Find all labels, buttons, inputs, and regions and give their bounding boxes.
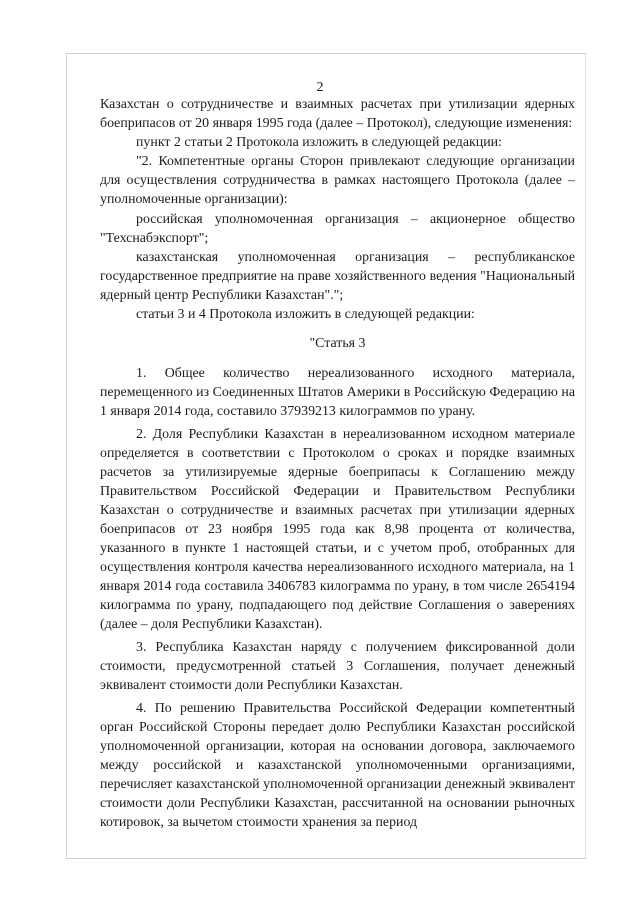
paragraph-russian-organization: российская уполномоченная организация – акционерное общество "Техснабэкспорт"; [100, 211, 575, 246]
article-heading: "Статья 3 [309, 336, 366, 352]
paragraph-kazakh-organization: казахстанская уполномоченная организация – республиканское государственное предприятие на праве хозяйственного ведения "Национальный ядерный центр Республики Казахстан"."; [100, 249, 575, 303]
page-number: 2 [316, 80, 324, 95]
document-body [100, 95, 575, 832]
article-paragraph-2: 2. Доля Республики Казахстан в нереализованном исходном материале определяется в соответствии с Протоколом о сроках и порядке взаимных расчетов за утилизируемые ядерные боеприпасы к Соглашению между Правительством Российской Федерации и Правительством Республики Казахстан о сотрудничестве и взаимных расчетах при утилизации ядерных боеприпасов от 23 ноября 1995 года как 8,98 процента от количества, указанного в пункте 1 настоящей статьи, и с учетом проб, отобранных для осуществления контроля качества нереализованного исходного материала, на 1 января 2014 года составила 3406783 килограмма по урану, в том числе 2654194 килограмма по урану, подпадающего под действие Соглашения о заверениях (далее – доля Республики Казахстан). [100, 426, 575, 633]
paragraph-intro: Казахстан о сотрудничестве и взаимных расчетах при утилизации ядерных боеприпасов от 20 января 1995 года (далее – Протокол), следующие изменения: [100, 97, 575, 132]
paragraph-competent-organs: "2. Компетентные органы Сторон привлекают следующие организации для осуществления сотрудничества в рамках настоящего Протокола (далее – уполномоченные организации): [100, 154, 575, 208]
article-paragraph-4: 4. По решению Правительства Российской Федерации компетентный орган Российской Стороны передает долю Республики Казахстан российской уполномоченной организации, которая на основании договора, заключаемого между российской и казахстанской уполномоченными организациями, перечисляет казахстанской уполномоченной организации денежный эквивалент стоимости доли Республики Казахстан, рассчитанной на основании рыночных котировок, за вычетом стоимости хранения за период [100, 700, 575, 831]
article-paragraph-1: 1. Общее количество нереализованного исходного материала, перемещенного из Соединенных Штатов Америки в Российскую Федерацию на 1 января 2014 года, составило 37939213 килограммов по урану. [100, 366, 575, 420]
paragraph-point-2-instruction: пункт 2 статьи 2 Протокола изложить в следующей редакции: [136, 135, 502, 151]
paragraph-articles-instruction: статьи 3 и 4 Протокола изложить в следующей редакции: [136, 307, 475, 323]
article-paragraph-3: 3. Республика Казахстан наряду с получением фиксированной доли стоимости, предусмотренной статьей 3 Соглашения, получает денежный эквивалент стоимости доли Республики Казахстан. [100, 639, 575, 693]
